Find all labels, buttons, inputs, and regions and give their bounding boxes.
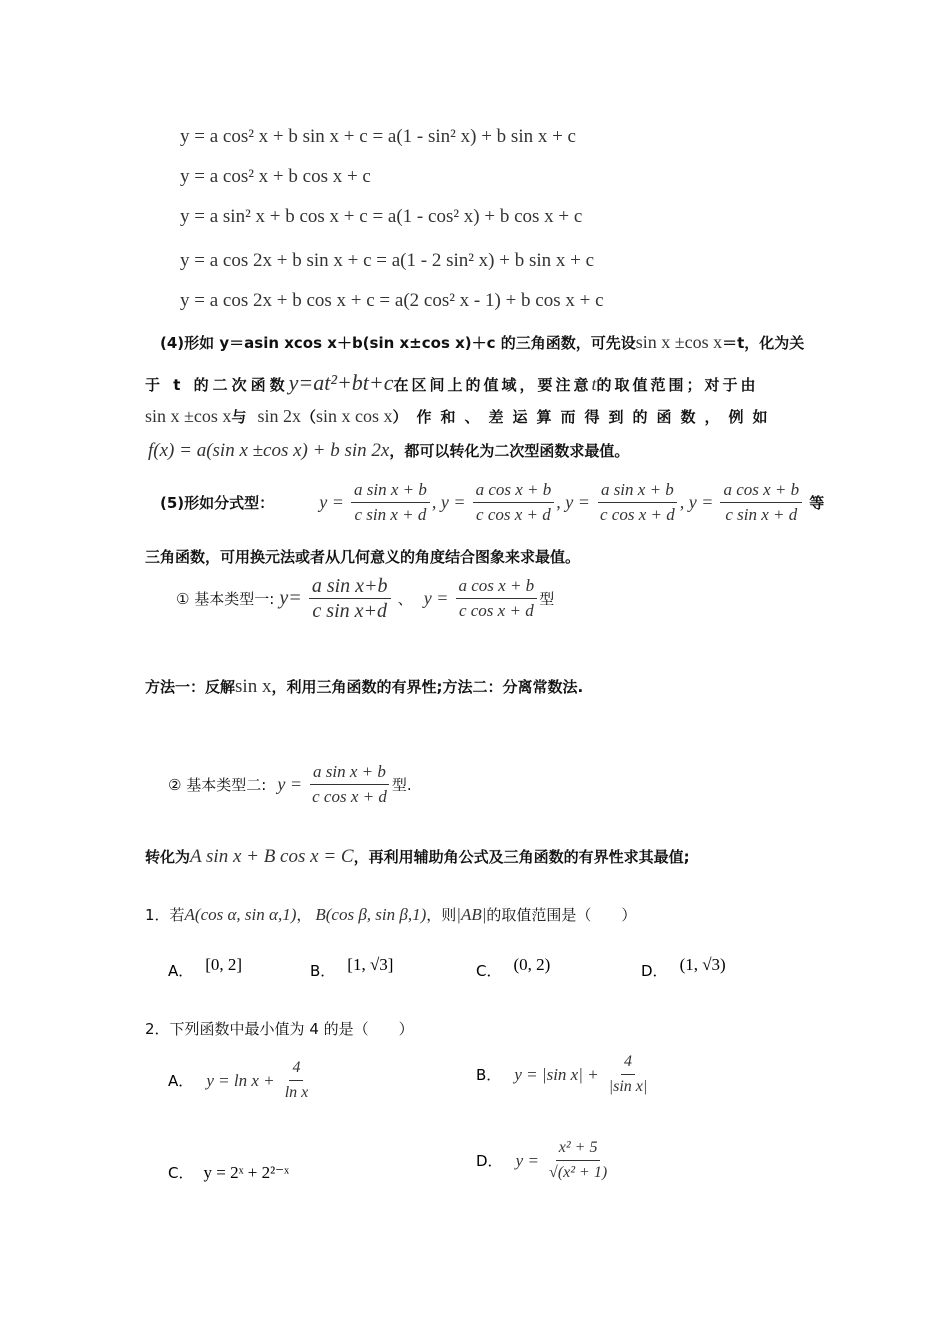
equation-5: y = a cos 2x + b cos x + c = a(2 cos² x - 1) + b cos x + c: [180, 290, 604, 311]
q2-d-fraction: $\frac{\text{x² + 5}}{\text{√(x² + 1)}}$: [546, 1136, 610, 1185]
equation-2: y = a cos² x + b cos x + c: [180, 166, 371, 187]
q1-option-b[interactable]: B． [1, √3]: [310, 955, 394, 980]
convert-line: 转化为A sin x + B cos x = C，再利用辅助角公式及三角函数的有界性求其最值;: [145, 846, 690, 867]
q2-b-fraction: $\frac{4}{\text{|sin x|}}$: [606, 1050, 651, 1099]
q1-option-d[interactable]: D． (1, √3): [641, 955, 726, 980]
item5-line2: 三角函数，可用换元法或者从几何意义的角度结合图象来求最值。: [145, 548, 581, 566]
equation-1: y = a cos² x + b sin x + c = a(1 - sin² x) + b sin x + c: [180, 126, 576, 147]
type1-fraction-2: $\frac{\text{a cos x + b}}{\text{c cos x + d}}$: [456, 574, 538, 623]
q2-option-d[interactable]: D． y = $\frac{\text{x² + 5}}{\text{√(x² + 1)}}$: [476, 1136, 612, 1185]
type1-fraction-1: $\frac{\text{a sin x+b}}{\text{c sin x+d}}$: [309, 574, 391, 623]
item4-line1: (4)形如 y＝asin xcos x＋b(sin x±cos x)＋c 的三角函数，可先设sin x ±cos x＝t，化为关: [160, 332, 805, 352]
item4-line3: sin x ±cos x与 sin 2x（sin x cos x）作和、差运算而得到的函数，例如: [145, 406, 777, 426]
type2-fraction: $\frac{\text{a sin x + b}}{\text{c cos x + d}}$: [309, 760, 390, 809]
question-1-stem: 1．若A(cos α, sin α,1)， B(cos β, sin β,1)，则|AB|的取值范围是（ ）: [145, 905, 637, 924]
equation-4: y = a cos 2x + b sin x + c = a(1 - 2 sin² x) + b sin x + c: [180, 250, 595, 271]
method-line: 方法一：反解sin x，利用三角函数的有界性;方法二：分离常数法.: [145, 676, 584, 697]
q2-option-a[interactable]: A． y = ln x + $\frac{4}{\text{ln x}}$: [168, 1056, 313, 1105]
equation-3: y = a sin² x + b cos x + c = a(1 - cos² x) + b cos x + c: [180, 206, 583, 227]
item4-line4: f(x) = a(sin x ±cos x) + b sin 2x，都可以转化为二次型函数求最值。: [148, 440, 630, 461]
q1-option-c[interactable]: C． (0, 2): [476, 955, 551, 980]
q2-option-b[interactable]: B． y = |sin x| + $\frac{4}{\text{|sin x|}}$: [476, 1050, 652, 1099]
type1-line: ① 基本类型一: y= $\frac{\text{a sin x+b}}{\text{c sin x+d}}$ 、 y = $\frac{\text{a cos x + b}}{\text{c cos x + d}}$ 型: [176, 575, 555, 622]
q1-option-a[interactable]: A． [0, 2]: [168, 955, 243, 980]
item4-line2: 于 t 的二次函数y=at²+bt+c在区间上的值域，要注意t的取值范围；对于由: [145, 370, 759, 395]
fraction-2: $\frac{\text{a cos x + b}}{\text{c cos x + d}}$: [473, 478, 555, 527]
question-2-stem: 2．下列函数中最小值为 4 的是（ ）: [145, 1020, 414, 1038]
item5-line1: (5)形如分式型： y = $\frac{\text{a sin x + b}}{\text{c sin x + d}}$ , y = $\frac{\text{a cos x + b}}{\text{c cos x + d}}$ , y = $\frac{\text{a sin x + b}}{\text{c cos x + d}}$ , y = $\frac{\text{a cos x + b}}{\text{c sin x + d}}$ 等: [160, 478, 824, 527]
q2-a-fraction: $\frac{4}{\text{ln x}}$: [282, 1056, 312, 1105]
fraction-3: $\frac{\text{a sin x + b}}{\text{c cos x + d}}$: [597, 478, 678, 527]
q2-option-c[interactable]: C． y = 2ˣ + 2²⁻ˣ: [168, 1163, 290, 1182]
fraction-4: $\frac{\text{a cos x + b}}{\text{c sin x + d}}$: [720, 478, 802, 527]
type2-line: ② 基本类型二: y = $\frac{\text{a sin x + b}}{\text{c cos x + d}}$ 型.: [168, 760, 412, 809]
fraction-1: $\frac{\text{a sin x + b}}{\text{c sin x + d}}$: [351, 478, 430, 527]
